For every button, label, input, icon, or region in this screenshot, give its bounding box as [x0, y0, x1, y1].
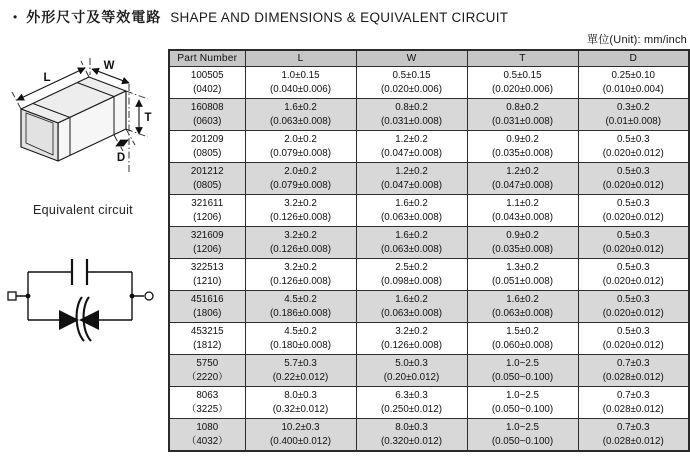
cell-line: 100505 — [190, 70, 224, 81]
column-header-w: W — [356, 50, 467, 67]
dimension-label-W: W — [103, 60, 115, 72]
cell-line: (0.063±0.008) — [270, 115, 331, 127]
cell-line: 453215 — [190, 326, 224, 337]
cell-part — [169, 195, 245, 227]
cell-line: (0.020±0.006) — [381, 83, 442, 95]
chip-dimensions-figure — [2, 56, 166, 202]
table-row — [169, 195, 689, 227]
cell-line: 8.0±0.3 — [395, 422, 428, 433]
cell-line: 1.6±0.2 — [395, 198, 428, 209]
column-header-d: D — [578, 50, 689, 67]
cell-line: 2.0±0.2 — [284, 134, 317, 145]
junction-dot — [26, 294, 31, 299]
cell-part — [169, 163, 245, 195]
cell-part — [169, 419, 245, 452]
cell-line: 321611 — [191, 198, 224, 209]
cell-t — [467, 323, 578, 355]
cell-line: (0.050~0.100) — [491, 435, 554, 447]
cell-line: (0.01±0.008) — [605, 115, 661, 127]
dimension-label-L: L — [43, 72, 51, 84]
cell-part — [169, 131, 245, 163]
cell-part — [169, 99, 245, 131]
cell-line: (0.020±0.012) — [602, 211, 664, 223]
cell-line: 6.3±0.3 — [395, 390, 428, 401]
cell-line: (0.028±0.012) — [602, 403, 664, 415]
cell-line: 0.5±0.15 — [503, 70, 542, 81]
cell-line: 10.2±0.3 — [281, 422, 320, 433]
cell-line: (0.180±0.008) — [270, 339, 331, 351]
cell-line: 1.6±0.2 — [395, 294, 428, 305]
bullet-icon: • — [13, 10, 18, 24]
cell-line: (0.079±0.008) — [270, 147, 331, 159]
equivalent-circuit-figure — [2, 247, 162, 353]
cell-d — [578, 67, 689, 99]
cell-line: (0.186±0.008) — [270, 307, 331, 319]
cell-line: 0.5±0.3 — [616, 294, 650, 305]
cell-line: 160808 — [190, 102, 224, 113]
cell-line: 0.9±0.2 — [506, 134, 539, 145]
title-chinese: 外形尺寸及等效電路 — [26, 9, 162, 25]
cell-line: 0.5±0.3 — [616, 198, 650, 209]
cell-l — [245, 163, 356, 195]
cell-d — [578, 323, 689, 355]
cell-line: 0.7±0.3 — [616, 390, 650, 401]
cell-w — [356, 227, 467, 259]
cell-line: (0.040±0.006) — [270, 83, 331, 95]
chip-body — [21, 77, 126, 161]
cell-w — [356, 131, 467, 163]
cell-line: (0.126±0.008) — [270, 275, 331, 287]
cell-line: (0.063±0.008) — [492, 307, 553, 319]
cell-part — [169, 227, 245, 259]
cell-line: 1.6±0.2 — [506, 294, 539, 305]
cell-line: (0.098±0.008) — [381, 275, 442, 287]
cell-d — [578, 163, 689, 195]
cell-w — [356, 259, 467, 291]
cell-line: 0.5±0.15 — [392, 70, 431, 81]
cell-t — [467, 67, 578, 99]
table-row — [169, 291, 689, 323]
column-header-part-number: Part Number — [169, 50, 245, 67]
cell-line: (0.020±0.012) — [602, 339, 664, 351]
cell-line: 0.7±0.3 — [616, 422, 650, 433]
cell-line: 8063 — [196, 390, 219, 401]
cell-line: 2.0±0.2 — [284, 166, 317, 177]
cell-line: 5.7±0.3 — [284, 358, 317, 369]
cell-w — [356, 99, 467, 131]
dimension-label-T: T — [144, 112, 152, 124]
table-row — [169, 323, 689, 355]
dimension-label-D: D — [116, 152, 126, 164]
cell-line: 201209 — [190, 134, 224, 145]
cell-l — [245, 419, 356, 452]
cell-line: 4.5±0.2 — [284, 294, 317, 305]
cell-d — [578, 291, 689, 323]
cell-line: 0.5±0.3 — [616, 326, 650, 337]
cell-part — [169, 355, 245, 387]
cell-line: (1206) — [193, 243, 222, 255]
cell-w — [356, 419, 467, 452]
cell-line: (0.020±0.012) — [602, 307, 664, 319]
cell-line: (0402) — [193, 83, 222, 95]
cell-part — [169, 387, 245, 419]
cell-line: (0.020±0.012) — [602, 179, 664, 191]
cell-line: 5.0±0.3 — [395, 358, 428, 369]
cell-line: 3.2±0.2 — [395, 326, 428, 337]
cell-d — [578, 355, 689, 387]
cell-line: (0.031±0.008) — [492, 115, 553, 127]
cell-line: 0.25±0.10 — [611, 70, 655, 81]
cell-line: (0.020±0.012) — [602, 275, 664, 287]
cell-line: (0.20±0.012) — [383, 371, 440, 383]
title-english: SHAPE AND DIMENSIONS & EQUIVALENT CIRCUIT — [170, 10, 509, 25]
cell-w — [356, 355, 467, 387]
cell-line: （4032） — [186, 435, 228, 447]
table-row — [169, 387, 689, 419]
cell-line: 4.5±0.2 — [284, 326, 317, 337]
cell-line: （2220） — [186, 371, 228, 383]
cell-l — [245, 227, 356, 259]
cell-line: 322513 — [190, 262, 224, 273]
cell-t — [467, 259, 578, 291]
cell-t — [467, 355, 578, 387]
cell-d — [578, 387, 689, 419]
column-header-t: T — [467, 50, 578, 67]
cell-line: (0.050~0.100) — [491, 371, 554, 383]
cell-t — [467, 163, 578, 195]
cell-line: 1.2±0.2 — [395, 134, 428, 145]
cell-line: 1.0~2.5 — [506, 390, 539, 401]
cell-line: 0.3±0.2 — [616, 102, 650, 113]
cell-line: 8.0±0.3 — [284, 390, 317, 401]
cell-line: (0.063±0.008) — [381, 211, 442, 223]
cell-d — [578, 99, 689, 131]
cell-part — [169, 259, 245, 291]
cell-line: (0805) — [193, 179, 222, 191]
cell-line: 451616 — [190, 294, 224, 305]
cell-line: (0.047±0.008) — [381, 147, 442, 159]
cell-line: (0.047±0.008) — [492, 179, 553, 191]
table-row — [169, 259, 689, 291]
cell-l — [245, 323, 356, 355]
cell-line: 1.2±0.2 — [506, 166, 539, 177]
cell-l — [245, 195, 356, 227]
cell-line: （3225） — [186, 403, 228, 415]
cell-line: 1.0~2.5 — [506, 358, 539, 369]
cell-l — [245, 67, 356, 99]
cell-line: (0.079±0.008) — [270, 179, 331, 191]
cell-line: 1.6±0.2 — [395, 230, 428, 241]
table-row — [169, 419, 689, 452]
cell-part — [169, 67, 245, 99]
table-row — [169, 163, 689, 195]
cell-line: 2.5±0.2 — [395, 262, 428, 273]
cell-line: 3.2±0.2 — [284, 230, 317, 241]
cell-line: 0.5±0.3 — [616, 262, 650, 273]
cell-line: 1.0±0.15 — [281, 70, 320, 81]
cell-line: (0.035±0.008) — [492, 147, 553, 159]
varistor-icon — [59, 297, 99, 341]
equivalent-circuit-label: Equivalent circuit — [33, 203, 133, 217]
cell-part — [169, 323, 245, 355]
cell-line: (0.126±0.008) — [270, 243, 331, 255]
cell-line: (0.020±0.012) — [602, 243, 664, 255]
table-row — [169, 355, 689, 387]
cell-w — [356, 67, 467, 99]
cell-line: (0.028±0.012) — [602, 435, 664, 447]
cell-d — [578, 259, 689, 291]
cell-line: 1.1±0.2 — [506, 198, 539, 209]
cell-l — [245, 291, 356, 323]
cell-line: (1206) — [193, 211, 222, 223]
cell-part — [169, 291, 245, 323]
cell-l — [245, 355, 356, 387]
cell-line: (0.063±0.008) — [381, 307, 442, 319]
cell-line: (0.043±0.008) — [492, 211, 553, 223]
cell-t — [467, 419, 578, 452]
cell-w — [356, 323, 467, 355]
cell-line: 1.0~2.5 — [506, 422, 539, 433]
cell-line: 0.5±0.3 — [616, 166, 650, 177]
cell-line: (1812) — [193, 339, 222, 351]
cell-line: 1.6±0.2 — [284, 102, 317, 113]
cell-line: (0.035±0.008) — [492, 243, 553, 255]
cell-line: (1210) — [193, 275, 222, 287]
table-row — [169, 131, 689, 163]
cell-w — [356, 163, 467, 195]
cell-d — [578, 227, 689, 259]
cell-l — [245, 387, 356, 419]
circuit-wires — [16, 272, 144, 320]
cell-t — [467, 227, 578, 259]
junction-dot — [130, 294, 135, 299]
cell-w — [356, 195, 467, 227]
cell-line: 0.8±0.2 — [506, 102, 539, 113]
cell-t — [467, 99, 578, 131]
cell-d — [578, 131, 689, 163]
unit-label: 單位(Unit): mm/inch — [587, 34, 687, 46]
cell-line: (0603) — [193, 115, 222, 127]
cell-line: 3.2±0.2 — [284, 262, 317, 273]
dimensions-table — [168, 49, 690, 452]
cell-line: 321609 — [190, 230, 224, 241]
cell-line: (0.050~0.100) — [491, 403, 554, 415]
cell-line: (1806) — [193, 307, 222, 319]
cell-line: (0.010±0.004) — [602, 83, 664, 95]
table-header — [169, 50, 689, 67]
cell-l — [245, 99, 356, 131]
cell-line: 0.5±0.3 — [616, 230, 650, 241]
cell-line: 0.8±0.2 — [395, 102, 428, 113]
cell-d — [578, 419, 689, 452]
cell-l — [245, 259, 356, 291]
cell-line: (0.060±0.008) — [492, 339, 553, 351]
cell-line: (0.031±0.008) — [381, 115, 442, 127]
cell-t — [467, 387, 578, 419]
table-row — [169, 67, 689, 99]
cell-line: 3.2±0.2 — [284, 198, 317, 209]
cell-w — [356, 387, 467, 419]
cell-line: (0.020±0.012) — [602, 147, 664, 159]
cell-line: (0.126±0.008) — [270, 211, 331, 223]
cell-line: 1.2±0.2 — [395, 166, 428, 177]
cell-line: (0.126±0.008) — [381, 339, 442, 351]
cell-line: (0.320±0.012) — [381, 435, 442, 447]
cell-line: (0.22±0.012) — [272, 371, 329, 383]
cell-t — [467, 131, 578, 163]
cell-w — [356, 291, 467, 323]
cell-d — [578, 195, 689, 227]
cell-line: 0.9±0.2 — [506, 230, 539, 241]
cell-line: 201212 — [190, 166, 224, 177]
capacitor-icon — [72, 259, 87, 285]
cell-t — [467, 291, 578, 323]
cell-line: (0.063±0.008) — [381, 243, 442, 255]
page-title — [13, 7, 508, 27]
cell-line: 0.5±0.3 — [616, 134, 650, 145]
right-terminal-icon — [145, 292, 153, 300]
cell-line: 1.5±0.2 — [506, 326, 539, 337]
cell-line: 1080 — [196, 422, 219, 433]
cell-line: (0.047±0.008) — [381, 179, 442, 191]
cell-line: (0.400±0.012) — [270, 435, 331, 447]
cell-line: (0.32±0.012) — [272, 403, 329, 415]
cell-line: (0.020±0.006) — [492, 83, 553, 95]
cell-t — [467, 195, 578, 227]
table-row — [169, 227, 689, 259]
left-terminal-icon — [8, 292, 16, 300]
cell-line: (0.051±0.008) — [492, 275, 553, 287]
cell-line: 0.7±0.3 — [616, 358, 650, 369]
cell-line: (0805) — [193, 147, 222, 159]
column-header-l: L — [245, 50, 356, 67]
table-row — [169, 99, 689, 131]
cell-line: 1.3±0.2 — [506, 262, 539, 273]
cell-l — [245, 131, 356, 163]
cell-line: 5750 — [196, 358, 219, 369]
cell-line: (0.250±0.012) — [381, 403, 442, 415]
cell-line: (0.028±0.012) — [602, 371, 664, 383]
